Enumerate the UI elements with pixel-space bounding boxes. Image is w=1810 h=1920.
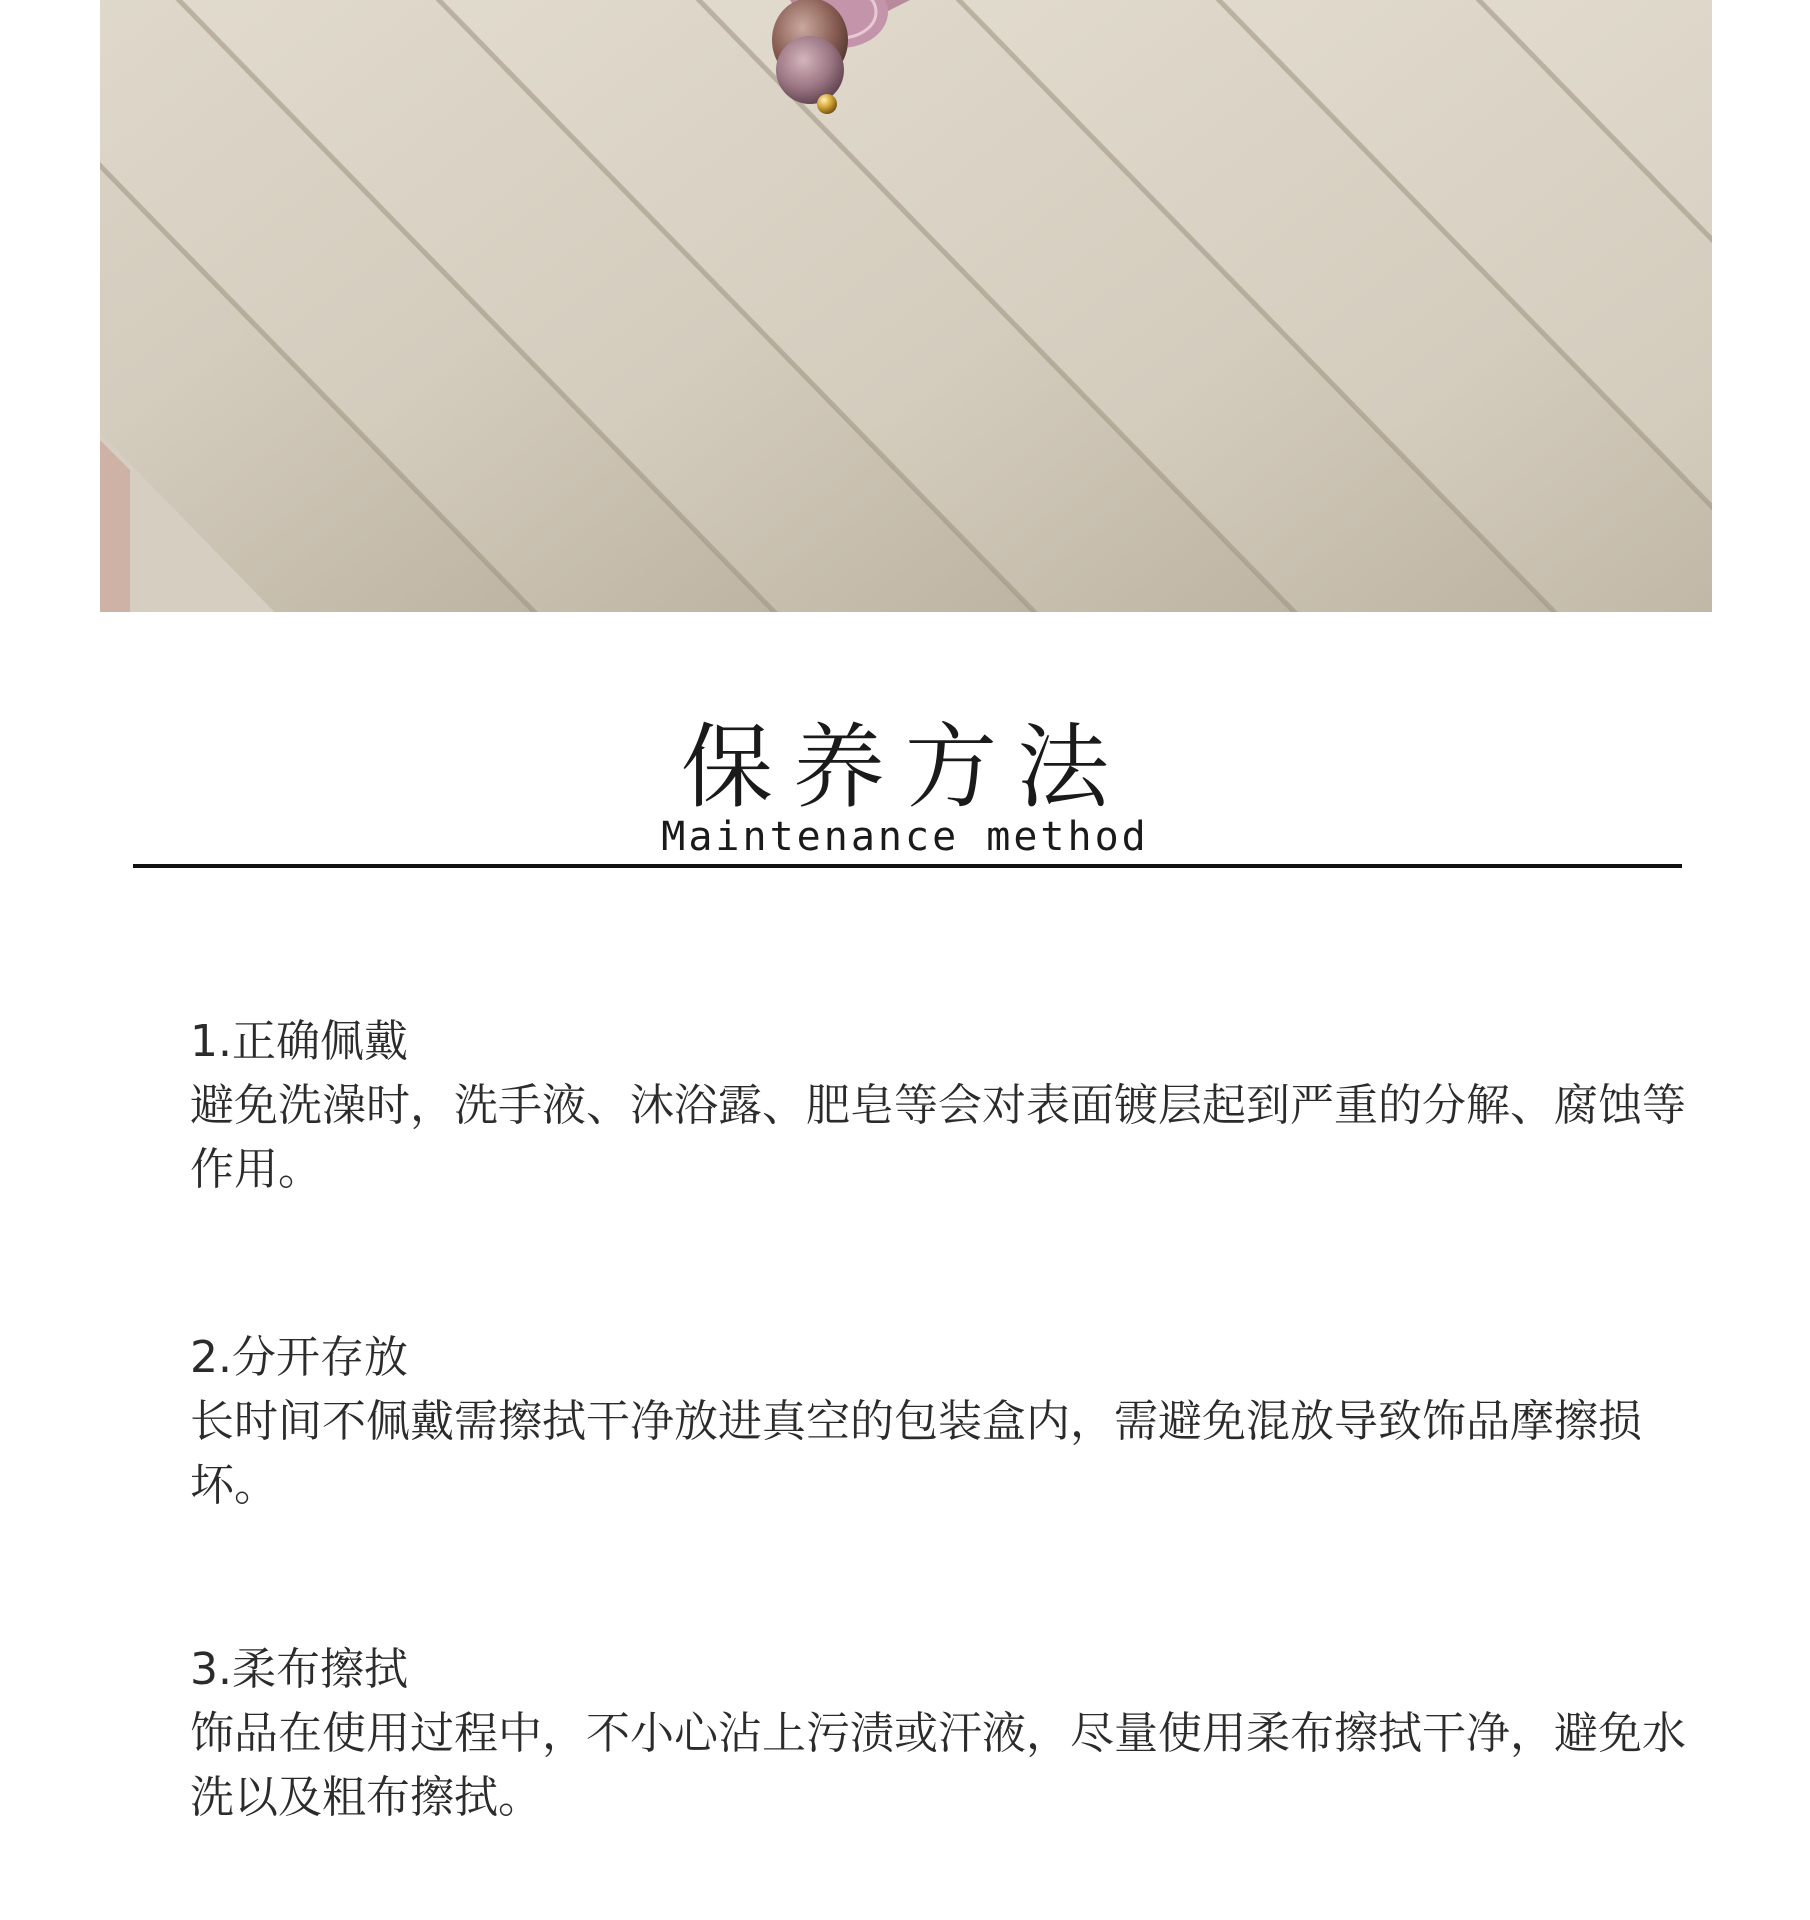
maintenance-item	[190, 1638, 1710, 1830]
item-title: 2.分开存放	[190, 1332, 408, 1383]
item-title: 3.柔布擦拭	[190, 1644, 408, 1695]
item-body: 避免洗澡时，洗手液、沐浴露、肥皂等会对表面镀层起到严重的分解、腐蚀等作用。	[190, 1080, 1686, 1195]
heading-divider	[133, 864, 1682, 868]
item-body: 饰品在使用过程中，不小心沾上污渍或汗液，尽量使用柔布擦拭干净，避免水洗以及粗布擦拭。	[190, 1708, 1686, 1823]
item-title: 1.正确佩戴	[190, 1016, 408, 1067]
maintenance-item	[190, 1010, 1710, 1202]
item-body: 长时间不佩戴需擦拭干净放进真空的包装盒内，需避免混放导致饰品摩擦损坏。	[190, 1396, 1642, 1511]
product-photo	[100, 0, 1712, 612]
section-title: 保养方法	[680, 714, 1129, 821]
maintenance-item	[190, 1326, 1710, 1518]
section-subtitle: Maintenance method	[661, 814, 1149, 860]
